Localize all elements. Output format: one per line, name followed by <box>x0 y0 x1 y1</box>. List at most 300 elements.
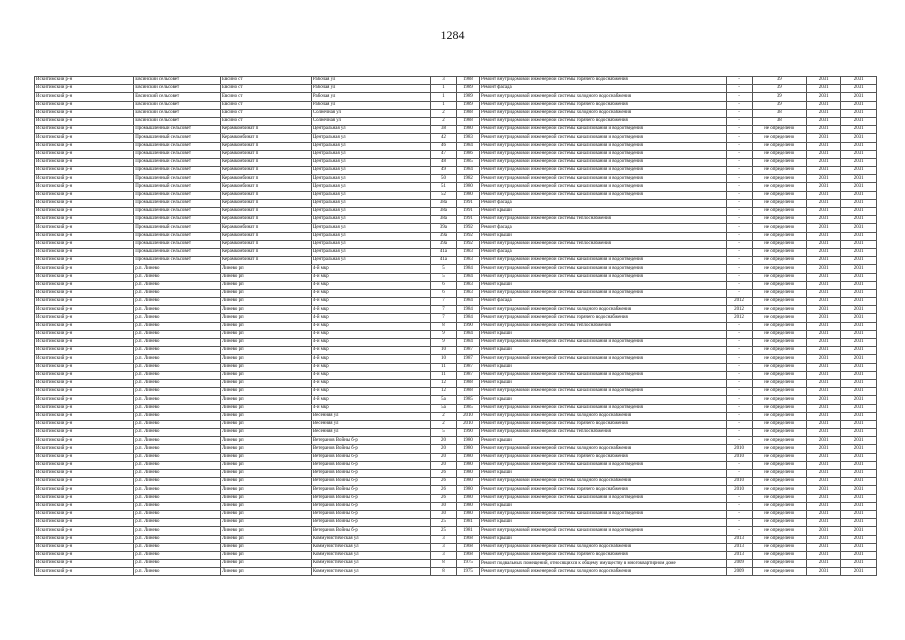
cell-street: Коммунистическая ул <box>311 543 430 551</box>
cell-street: Солнечная ул <box>311 117 430 125</box>
cell-plan-end-year: 2031 <box>841 519 877 527</box>
cell-house-number: 25 <box>430 527 456 535</box>
table-row <box>35 445 877 453</box>
cell-district: Искитимский р-н <box>35 502 134 510</box>
cell-house-number: 7 <box>430 314 456 322</box>
cell-wear-rate: не определено <box>752 363 806 371</box>
cell-last-repair-year: - <box>726 265 752 273</box>
cell-plan-start-year: 2031 <box>806 510 840 518</box>
cell-plan-start-year: 2031 <box>806 437 840 445</box>
cell-plan-end-year: 2031 <box>841 478 877 486</box>
cell-work-type: Ремонт внутридомовой инженерной системы теплоснабжения <box>479 240 726 248</box>
cell-last-repair-year: - <box>726 322 752 330</box>
cell-plan-end-year: 2031 <box>841 355 877 363</box>
cell-street: 4-й мкр <box>311 396 430 404</box>
cell-street: Ветеранов Войны б-р <box>311 470 430 478</box>
cell-last-repair-year: 2013 <box>726 551 752 559</box>
cell-work-type: Ремонт внутридомовой инженерной системы горячего водоснабжения <box>479 551 726 559</box>
cell-district: Искитимский р-н <box>35 494 134 502</box>
cell-street: 4-й мкр <box>311 330 430 338</box>
cell-wear-rate: не определено <box>752 412 806 420</box>
cell-work-type: Ремонт внутридомовой инженерной системы канализования и водоотведения <box>479 158 726 166</box>
cell-last-repair-year: - <box>726 273 752 281</box>
cell-work-type: Ремонт крыши <box>479 470 726 478</box>
cell-wear-rate: не определено <box>752 379 806 387</box>
cell-district: Искитимский р-н <box>35 420 134 428</box>
cell-district: Искитимский р-н <box>35 339 134 347</box>
cell-work-type: Ремонт крыши <box>479 232 726 240</box>
cell-district: Искитимский р-н <box>35 437 134 445</box>
table-row <box>35 158 877 166</box>
cell-build-year: 1984 <box>457 339 480 347</box>
cell-last-repair-year: 2009 <box>726 568 752 576</box>
table-row <box>35 396 877 404</box>
cell-settlement-council: р.п. Линево <box>134 470 221 478</box>
cell-last-repair-year: - <box>726 461 752 469</box>
cell-plan-end-year: 2031 <box>841 396 877 404</box>
cell-district: Искитимский р-н <box>35 150 134 158</box>
cell-wear-rate: не определено <box>752 175 806 183</box>
cell-street: Коммунистическая ул <box>311 551 430 559</box>
cell-house-number: 6 <box>430 281 456 289</box>
cell-locality: Керамкомбинат п <box>220 150 311 158</box>
cell-locality: Линево рп <box>220 510 311 518</box>
table-row <box>35 85 877 93</box>
cell-district: Искитимский р-н <box>35 510 134 518</box>
cell-plan-end-year: 2031 <box>841 142 877 150</box>
cell-wear-rate: не определено <box>752 314 806 322</box>
cell-street: 4-й мкр <box>311 298 430 306</box>
cell-house-number: 5а <box>430 404 456 412</box>
cell-locality: Линево рп <box>220 314 311 322</box>
cell-last-repair-year: - <box>726 199 752 207</box>
cell-plan-start-year: 2031 <box>806 486 840 494</box>
cell-house-number: 10 <box>430 347 456 355</box>
cell-street: 4-й мкр <box>311 379 430 387</box>
cell-settlement-council: р.п. Линево <box>134 281 221 289</box>
cell-work-type: Ремонт внутридомовой инженерной системы канализования и водоотведения <box>479 289 726 297</box>
cell-locality: Линево рп <box>220 445 311 453</box>
cell-street: Центральная ул <box>311 248 430 256</box>
cell-build-year: 1985 <box>457 404 480 412</box>
cell-plan-end-year: 2031 <box>841 191 877 199</box>
cell-last-repair-year: 2013 <box>726 535 752 543</box>
cell-build-year: 1980 <box>457 437 480 445</box>
cell-work-type: Ремонт внутридомовой инженерной системы канализования и водоотведения <box>479 404 726 412</box>
cell-locality: Евсино ст <box>220 109 311 117</box>
cell-locality: Линево рп <box>220 388 311 396</box>
cell-locality: Линево рп <box>220 437 311 445</box>
cell-build-year: 1984 <box>457 142 480 150</box>
cell-district: Искитимский р-н <box>35 265 134 273</box>
table-row <box>35 150 877 158</box>
cell-settlement-council: р.п. Линево <box>134 314 221 322</box>
cell-wear-rate: 39 <box>752 85 806 93</box>
cell-locality: Керамкомбинат п <box>220 134 311 142</box>
cell-locality: Линево рп <box>220 429 311 437</box>
cell-district: Искитимский р-н <box>35 519 134 527</box>
cell-work-type: Ремонт внутридомовой инженерной системы канализования и водоотведения <box>479 150 726 158</box>
cell-house-number: 2 <box>430 117 456 125</box>
cell-plan-end-year: 2031 <box>841 150 877 158</box>
cell-work-type: Ремонт внутридомовой инженерной системы канализования и водоотведения <box>479 257 726 265</box>
cell-last-repair-year: - <box>726 257 752 265</box>
cell-work-type: Ремонт внутридомовой инженерной системы горячего водоснабжения <box>479 314 726 322</box>
cell-district: Искитимский р-н <box>35 396 134 404</box>
cell-build-year: 1992 <box>457 224 480 232</box>
cell-settlement-council: р.п. Линево <box>134 339 221 347</box>
cell-plan-start-year: 2031 <box>806 445 840 453</box>
cell-street: Коммунистическая ул <box>311 568 430 576</box>
cell-wear-rate: не определено <box>752 388 806 396</box>
cell-work-type: Ремонт внутридомовой инженерной системы холодного водоснабжения <box>479 445 726 453</box>
cell-house-number: 8 <box>430 322 456 330</box>
cell-house-number: 3 <box>430 543 456 551</box>
cell-locality: Линево рп <box>220 543 311 551</box>
cell-house-number: 5 <box>430 273 456 281</box>
cell-plan-start-year: 2031 <box>806 355 840 363</box>
cell-district: Искитимский р-н <box>35 363 134 371</box>
cell-house-number: 11 <box>430 363 456 371</box>
cell-build-year: 1968 <box>457 543 480 551</box>
cell-plan-end-year: 2031 <box>841 77 877 85</box>
cell-work-type: Ремонт внутридомовой инженерной системы канализования и водоотведения <box>479 510 726 518</box>
cell-plan-end-year: 2031 <box>841 429 877 437</box>
cell-settlement-council: р.п. Линево <box>134 437 221 445</box>
cell-street: Центральная ул <box>311 257 430 265</box>
cell-plan-start-year: 2031 <box>806 339 840 347</box>
table-row <box>35 240 877 248</box>
cell-plan-start-year: 2031 <box>806 420 840 428</box>
cell-work-type: Ремонт фасада <box>479 248 726 256</box>
cell-settlement-council: р.п. Линево <box>134 322 221 330</box>
cell-plan-end-year: 2031 <box>841 85 877 93</box>
cell-district: Искитимский р-н <box>35 191 134 199</box>
cell-street: Весенняя ул <box>311 412 430 420</box>
cell-house-number: 9 <box>430 330 456 338</box>
cell-settlement-council: Евсинский сельсовет <box>134 117 221 125</box>
cell-last-repair-year: - <box>726 167 752 175</box>
cell-house-number: 3 <box>430 77 456 85</box>
table-row <box>35 519 877 527</box>
cell-street: Центральная ул <box>311 126 430 134</box>
cell-street: 4-й мкр <box>311 363 430 371</box>
cell-build-year: 1984 <box>457 314 480 322</box>
cell-house-number: 5 <box>430 265 456 273</box>
cell-work-type: Ремонт внутридомовой инженерной системы канализования и водоотведения <box>479 175 726 183</box>
cell-plan-start-year: 2031 <box>806 429 840 437</box>
cell-build-year: 1991 <box>457 199 480 207</box>
cell-locality: Евсино ст <box>220 77 311 85</box>
cell-house-number: 20 <box>430 461 456 469</box>
cell-plan-start-year: 2031 <box>806 543 840 551</box>
cell-plan-start-year: 2031 <box>806 363 840 371</box>
cell-settlement-council: Промышленный сельсовет <box>134 142 221 150</box>
cell-plan-start-year: 2031 <box>806 519 840 527</box>
cell-plan-start-year: 2031 <box>806 109 840 117</box>
cell-work-type: Ремонт внутридомовой инженерной системы теплоснабжения <box>479 216 726 224</box>
cell-last-repair-year: - <box>726 224 752 232</box>
cell-last-repair-year: - <box>726 150 752 158</box>
cell-district: Искитимский р-н <box>35 388 134 396</box>
cell-plan-end-year: 2031 <box>841 568 877 576</box>
cell-work-type: Ремонт внутридомовой инженерной системы холодного водоснабжения <box>479 543 726 551</box>
cell-build-year: 1983 <box>457 289 480 297</box>
cell-house-number: 20 <box>430 445 456 453</box>
cell-wear-rate: не определено <box>752 199 806 207</box>
cell-locality: Евсино ст <box>220 93 311 101</box>
cell-last-repair-year: - <box>726 208 752 216</box>
cell-locality: Евсино ст <box>220 85 311 93</box>
cell-settlement-council: р.п. Линево <box>134 453 221 461</box>
table-row <box>35 101 877 109</box>
cell-settlement-council: Промышленный сельсовет <box>134 175 221 183</box>
cell-street: Ветеранов Войны б-р <box>311 510 430 518</box>
cell-build-year: 1989 <box>457 93 480 101</box>
cell-locality: Линево рп <box>220 453 311 461</box>
cell-plan-end-year: 2031 <box>841 412 877 420</box>
cell-wear-rate: не определено <box>752 551 806 559</box>
table-row <box>35 322 877 330</box>
cell-district: Искитимский р-н <box>35 461 134 469</box>
cell-district: Искитимский р-н <box>35 117 134 125</box>
table-row <box>35 371 877 379</box>
cell-district: Искитимский р-н <box>35 371 134 379</box>
table-row <box>35 216 877 224</box>
cell-work-type: Ремонт внутридомовой инженерной системы горячего водоснабжения <box>479 453 726 461</box>
cell-last-repair-year: - <box>726 437 752 445</box>
cell-build-year: 1988 <box>457 77 480 85</box>
cell-house-number: 1 <box>430 101 456 109</box>
cell-build-year: 1975 <box>457 560 480 568</box>
cell-street: 4-й мкр <box>311 265 430 273</box>
cell-street: 4-й мкр <box>311 281 430 289</box>
cell-plan-end-year: 2031 <box>841 502 877 510</box>
cell-build-year: 1968 <box>457 535 480 543</box>
cell-work-type: Ремонт внутридомовой инженерной системы канализования и водоотведения <box>479 461 726 469</box>
table-row <box>35 502 877 510</box>
cell-last-repair-year: - <box>726 126 752 134</box>
cell-build-year: 1988 <box>457 388 480 396</box>
cell-wear-rate: не определено <box>752 142 806 150</box>
cell-settlement-council: Промышленный сельсовет <box>134 240 221 248</box>
cell-plan-start-year: 2031 <box>806 142 840 150</box>
cell-house-number: 49 <box>430 167 456 175</box>
cell-street: Центральная ул <box>311 232 430 240</box>
table-row <box>35 208 877 216</box>
repair-schedule-table <box>34 76 877 576</box>
cell-settlement-council: р.п. Линево <box>134 535 221 543</box>
cell-street: 4-й мкр <box>311 306 430 314</box>
cell-locality: Керамкомбинат п <box>220 224 311 232</box>
cell-house-number: 20 <box>430 437 456 445</box>
cell-work-type: Ремонт крыши <box>479 437 726 445</box>
cell-plan-end-year: 2031 <box>841 265 877 273</box>
cell-last-repair-year: - <box>726 502 752 510</box>
cell-wear-rate: не определено <box>752 355 806 363</box>
cell-locality: Керамкомбинат п <box>220 167 311 175</box>
cell-settlement-council: Евсинский сельсовет <box>134 101 221 109</box>
cell-last-repair-year: - <box>726 347 752 355</box>
cell-district: Искитимский р-н <box>35 355 134 363</box>
cell-wear-rate: не определено <box>752 461 806 469</box>
cell-build-year: 1988 <box>457 109 480 117</box>
table-row <box>35 339 877 347</box>
cell-wear-rate: не определено <box>752 527 806 535</box>
cell-plan-start-year: 2031 <box>806 93 840 101</box>
cell-plan-end-year: 2031 <box>841 461 877 469</box>
cell-build-year: 1984 <box>457 330 480 338</box>
cell-plan-start-year: 2031 <box>806 298 840 306</box>
cell-settlement-council: р.п. Линево <box>134 363 221 371</box>
table-row <box>35 470 877 478</box>
cell-street: 4-й мкр <box>311 404 430 412</box>
cell-build-year: 1984 <box>457 298 480 306</box>
cell-house-number: 3 <box>430 551 456 559</box>
cell-house-number: 1 <box>430 85 456 93</box>
cell-build-year: 1975 <box>457 568 480 576</box>
cell-house-number: 11 <box>430 371 456 379</box>
cell-build-year: 1984 <box>457 306 480 314</box>
cell-house-number: 26 <box>430 478 456 486</box>
cell-district: Искитимский р-н <box>35 208 134 216</box>
cell-last-repair-year: - <box>726 183 752 191</box>
cell-plan-start-year: 2031 <box>806 478 840 486</box>
cell-locality: Линево рп <box>220 568 311 576</box>
cell-wear-rate: 39 <box>752 77 806 85</box>
cell-wear-rate: не определено <box>752 429 806 437</box>
cell-street: Центральная ул <box>311 183 430 191</box>
cell-locality: Линево рп <box>220 265 311 273</box>
cell-settlement-council: р.п. Линево <box>134 289 221 297</box>
cell-plan-end-year: 2031 <box>841 494 877 502</box>
cell-locality: Линево рп <box>220 527 311 535</box>
cell-settlement-council: р.п. Линево <box>134 371 221 379</box>
cell-build-year: 1980 <box>457 486 480 494</box>
cell-district: Искитимский р-н <box>35 158 134 166</box>
cell-locality: Керамкомбинат п <box>220 175 311 183</box>
table-row <box>35 494 877 502</box>
cell-district: Искитимский р-н <box>35 306 134 314</box>
cell-plan-end-year: 2031 <box>841 232 877 240</box>
cell-last-repair-year: - <box>726 289 752 297</box>
cell-build-year: 1980 <box>457 510 480 518</box>
cell-house-number: 30 <box>430 502 456 510</box>
table-row <box>35 183 877 191</box>
table-row <box>35 142 877 150</box>
cell-district: Искитимский р-н <box>35 470 134 478</box>
cell-work-type: Ремонт внутридомовой инженерной системы холодного водоснабжения <box>479 478 726 486</box>
cell-build-year: 1985 <box>457 158 480 166</box>
cell-plan-end-year: 2031 <box>841 437 877 445</box>
table-row <box>35 191 877 199</box>
cell-district: Искитимский р-н <box>35 314 134 322</box>
cell-locality: Евсино ст <box>220 117 311 125</box>
cell-plan-end-year: 2031 <box>841 126 877 134</box>
cell-locality: Керамкомбинат п <box>220 240 311 248</box>
cell-locality: Керамкомбинат п <box>220 142 311 150</box>
cell-last-repair-year: 2012 <box>726 314 752 322</box>
table-row <box>35 257 877 265</box>
cell-last-repair-year: - <box>726 371 752 379</box>
cell-work-type: Ремонт внутридомовой инженерной системы канализования и водоотведения <box>479 167 726 175</box>
cell-plan-start-year: 2031 <box>806 257 840 265</box>
cell-last-repair-year: 2010 <box>726 478 752 486</box>
table-row <box>35 248 877 256</box>
cell-district: Искитимский р-н <box>35 347 134 355</box>
cell-settlement-council: Промышленный сельсовет <box>134 257 221 265</box>
cell-last-repair-year: - <box>726 510 752 518</box>
cell-locality: Линево рп <box>220 535 311 543</box>
cell-district: Искитимский р-н <box>35 257 134 265</box>
cell-work-type: Ремонт внутридомовой инженерной системы холодного водоснабжения <box>479 568 726 576</box>
cell-district: Искитимский р-н <box>35 543 134 551</box>
cell-house-number: 48 <box>430 158 456 166</box>
cell-settlement-council: р.п. Линево <box>134 379 221 387</box>
cell-district: Искитимский р-н <box>35 568 134 576</box>
cell-wear-rate: не определено <box>752 339 806 347</box>
cell-build-year: 1980 <box>457 470 480 478</box>
cell-settlement-council: Евсинский сельсовет <box>134 85 221 93</box>
table-row <box>35 486 877 494</box>
cell-plan-end-year: 2031 <box>841 330 877 338</box>
cell-plan-start-year: 2031 <box>806 371 840 379</box>
cell-street: Коммунистическая ул <box>311 560 430 568</box>
cell-street: Центральная ул <box>311 150 430 158</box>
cell-house-number: 25 <box>430 519 456 527</box>
cell-street: Центральная ул <box>311 216 430 224</box>
cell-wear-rate: не определено <box>752 445 806 453</box>
cell-plan-start-year: 2031 <box>806 208 840 216</box>
cell-plan-start-year: 2031 <box>806 101 840 109</box>
cell-locality: Линево рп <box>220 347 311 355</box>
cell-settlement-council: р.п. Линево <box>134 445 221 453</box>
table-row <box>35 461 877 469</box>
cell-plan-end-year: 2031 <box>841 257 877 265</box>
cell-wear-rate: не определено <box>752 420 806 428</box>
cell-work-type: Ремонт внутридомовой инженерной системы холодного водоснабжения <box>479 109 726 117</box>
cell-plan-end-year: 2031 <box>841 363 877 371</box>
cell-street: Центральная ул <box>311 158 430 166</box>
cell-wear-rate: не определено <box>752 158 806 166</box>
cell-work-type: Ремонт внутридомовой инженерной системы теплоснабжения <box>479 429 726 437</box>
cell-wear-rate: не определено <box>752 347 806 355</box>
cell-street: Рабочая ул <box>311 85 430 93</box>
cell-district: Искитимский р-н <box>35 273 134 281</box>
cell-street: Весенняя ул <box>311 429 430 437</box>
cell-build-year: 1986 <box>457 150 480 158</box>
cell-locality: Керамкомбинат п <box>220 257 311 265</box>
cell-house-number: 39а <box>430 240 456 248</box>
cell-plan-start-year: 2031 <box>806 224 840 232</box>
cell-last-repair-year: - <box>726 77 752 85</box>
cell-plan-start-year: 2031 <box>806 134 840 142</box>
table-row <box>35 388 877 396</box>
cell-plan-start-year: 2031 <box>806 85 840 93</box>
cell-work-type: Ремонт крыши <box>479 208 726 216</box>
cell-build-year: 1980 <box>457 461 480 469</box>
cell-settlement-council: р.п. Линево <box>134 404 221 412</box>
cell-last-repair-year: - <box>726 519 752 527</box>
cell-last-repair-year: - <box>726 248 752 256</box>
cell-district: Искитимский р-н <box>35 126 134 134</box>
cell-last-repair-year: - <box>726 240 752 248</box>
cell-settlement-council: Промышленный сельсовет <box>134 126 221 134</box>
cell-last-repair-year: - <box>726 388 752 396</box>
cell-settlement-council: р.п. Линево <box>134 388 221 396</box>
cell-wear-rate: не определено <box>752 404 806 412</box>
cell-build-year: 1980 <box>457 191 480 199</box>
